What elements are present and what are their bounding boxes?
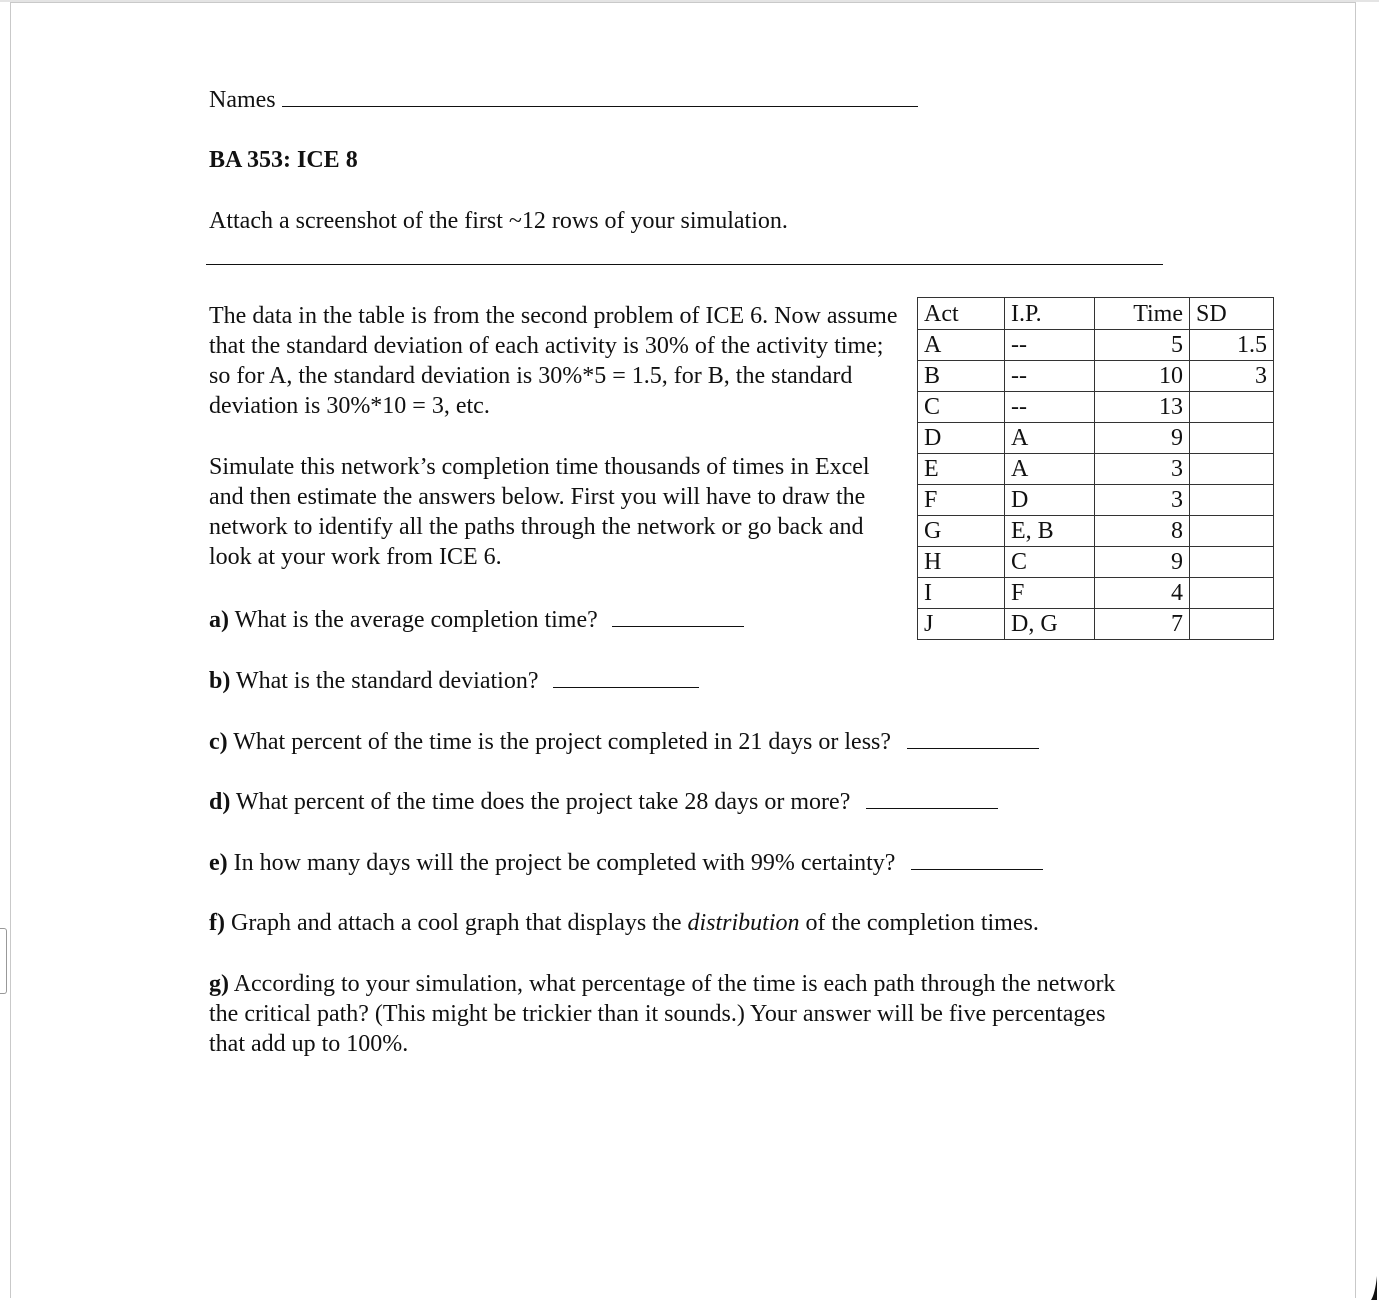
cell-sd	[1190, 578, 1274, 609]
question-a-label: a)	[209, 607, 229, 633]
question-f-text-before: Graph and attach a cool graph that displays the	[230, 910, 682, 936]
table-row	[918, 578, 1274, 609]
question-e-label: e)	[209, 850, 228, 876]
cell-time: 8	[1095, 516, 1190, 547]
cell-time: 5	[1095, 330, 1190, 361]
answer-b-blank[interactable]	[553, 665, 699, 688]
answer-d-blank[interactable]	[866, 786, 998, 809]
names-line	[209, 84, 918, 115]
cell-act: D	[918, 423, 1005, 454]
cell-sd	[1190, 454, 1274, 485]
question-g	[209, 969, 1139, 1059]
cell-act: E	[918, 454, 1005, 485]
cell-time: 7	[1095, 609, 1190, 640]
cell-sd: 3	[1190, 361, 1274, 392]
question-b-text: What is the standard deviation?	[235, 668, 539, 694]
cell-time: 10	[1095, 361, 1190, 392]
question-a-text: What is the average completion time?	[234, 607, 598, 633]
cell-time: 3	[1095, 454, 1190, 485]
cell-time: 9	[1095, 547, 1190, 578]
activity-table	[917, 297, 1274, 640]
answer-e-blank[interactable]	[911, 847, 1043, 870]
cell-time: 9	[1095, 423, 1190, 454]
header-time: Time	[1095, 298, 1190, 330]
table-row	[918, 609, 1274, 640]
question-e	[209, 847, 1043, 878]
cell-act: B	[918, 361, 1005, 392]
question-d-text: What percent of the time does the project take 28 days or more?	[235, 789, 851, 815]
cell-act: I	[918, 578, 1005, 609]
cell-ip: C	[1005, 547, 1095, 578]
cell-sd	[1190, 423, 1274, 454]
question-b-label: b)	[209, 668, 231, 694]
names-blank[interactable]	[282, 84, 918, 107]
cell-sd	[1190, 485, 1274, 516]
table-row	[918, 485, 1274, 516]
answer-c-blank[interactable]	[907, 726, 1039, 749]
table-row	[918, 392, 1274, 423]
header-act: Act	[918, 298, 1005, 330]
cell-time: 13	[1095, 392, 1190, 423]
table-row	[918, 361, 1274, 392]
cell-act: J	[918, 609, 1005, 640]
cell-act: A	[918, 330, 1005, 361]
course-title: BA 353: ICE 8	[209, 147, 358, 173]
header-ip: I.P.	[1005, 298, 1095, 330]
cell-ip: --	[1005, 330, 1095, 361]
question-d	[209, 786, 998, 817]
question-f-emphasis: distribution	[687, 910, 800, 936]
cell-act: G	[918, 516, 1005, 547]
cell-ip: A	[1005, 423, 1095, 454]
instruction-text: Attach a screenshot of the first ~12 rows of your simulation.	[209, 208, 788, 234]
cell-ip: E, B	[1005, 516, 1095, 547]
table-row	[918, 423, 1274, 454]
page-corner-mark	[1371, 1276, 1377, 1300]
question-a	[209, 604, 744, 635]
cell-sd	[1190, 547, 1274, 578]
cell-time: 4	[1095, 578, 1190, 609]
question-b	[209, 665, 699, 696]
page-edge-tab	[0, 928, 7, 994]
cell-ip: D	[1005, 485, 1095, 516]
question-c-label: c)	[209, 729, 228, 755]
divider-line	[206, 264, 1163, 265]
question-f	[209, 908, 1039, 938]
question-f-label: f)	[209, 910, 225, 936]
answer-a-blank[interactable]	[612, 604, 744, 627]
cell-ip: A	[1005, 454, 1095, 485]
cell-ip: D, G	[1005, 609, 1095, 640]
question-d-label: d)	[209, 789, 231, 815]
question-c	[209, 726, 1039, 757]
cell-time: 3	[1095, 485, 1190, 516]
cell-ip: --	[1005, 392, 1095, 423]
intro-paragraph-2: Simulate this network’s completion time thousands of times in Excel and then estimate the answers below. First you will have to draw the network to identify all the paths through the network or go back and look at your work from ICE 6.	[209, 454, 870, 570]
cell-ip: --	[1005, 361, 1095, 392]
cell-ip: F	[1005, 578, 1095, 609]
table-header-row	[918, 298, 1274, 330]
question-f-text-after: of the completion times.	[805, 910, 1039, 936]
cell-act: H	[918, 547, 1005, 578]
question-c-text: What percent of the time is the project completed in 21 days or less?	[233, 729, 892, 755]
cell-sd	[1190, 609, 1274, 640]
table-row	[918, 547, 1274, 578]
question-e-text: In how many days will the project be completed with 99% certainty?	[233, 850, 896, 876]
question-g-label: g)	[209, 971, 229, 997]
table-row	[918, 454, 1274, 485]
cell-sd: 1.5	[1190, 330, 1274, 361]
table-row	[918, 516, 1274, 547]
header-sd: SD	[1190, 298, 1274, 330]
page-frame	[10, 2, 1356, 1298]
names-label: Names	[209, 87, 276, 113]
cell-act: F	[918, 485, 1005, 516]
cell-sd	[1190, 516, 1274, 547]
cell-sd	[1190, 392, 1274, 423]
cell-act: C	[918, 392, 1005, 423]
table-row	[918, 330, 1274, 361]
question-g-text: According to your simulation, what percentage of the time is each path through the network the critical path? (This might be trickier than it sounds.) Your answer will be five percentages that add up to 100%.	[209, 971, 1116, 1057]
intro-paragraph-1: The data in the table is from the second problem of ICE 6. Now assume that the standard deviation of each activity is 30% of the activity time; so for A, the standard deviation is 30%*5 = 1.5, for B, the standard deviation is 30%*10 = 3, etc.	[209, 303, 898, 419]
